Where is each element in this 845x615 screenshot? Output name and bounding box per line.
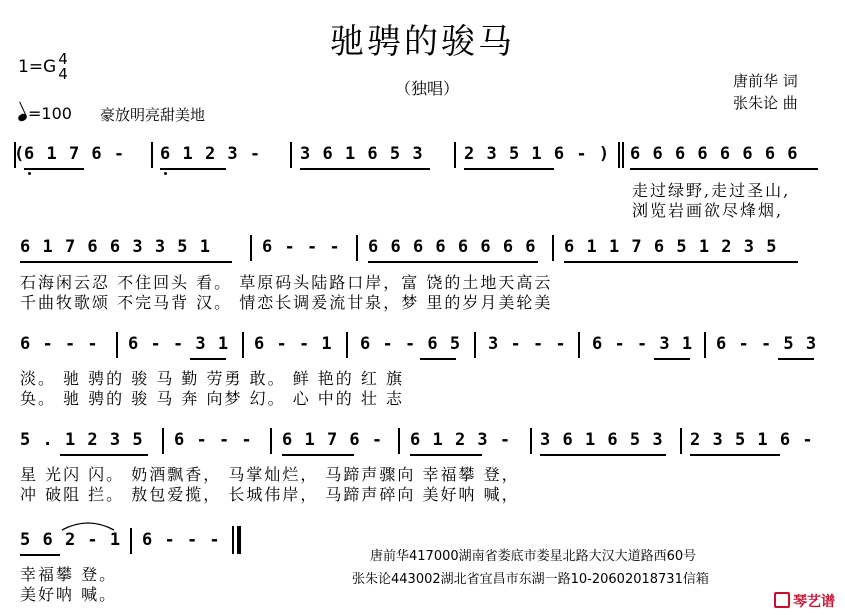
barline [346,332,348,358]
barline [290,142,292,168]
lyric-line-1: 淡。 驰 骋的 骏 马 勤 劳勇 敢。 鲜 艳的 红 旗 [20,369,404,388]
measure-6: 6 1 7 6 6 3 3 5 1 [20,237,211,257]
octave-dot [164,172,167,175]
lyric-line-2: 冲 破阻 拦。 敖包爱揽， 长城伟岸， 马蹄声碎向 美好呐 喊， [20,485,520,504]
beam [368,261,538,263]
time-top: 4 [58,50,68,68]
beam [160,168,226,170]
beam [690,454,780,456]
slur-tie [60,518,116,532]
barline [270,428,272,454]
barline [162,428,164,454]
lyric-line-2: 千曲牧歌颂 不完马背 汉。 情恋长调爰流甘泉，梦 里的岁月美轮美 [20,293,553,312]
barline [130,528,132,554]
octave-dot [28,172,31,175]
final-barline-thin [232,526,234,554]
lyric-line-1: 走过绿野,走过圣山, [632,181,791,200]
barline [622,142,624,168]
beam [564,261,798,263]
composer-address: 张朱论443002湖北省宜昌市东湖一路10-20602018731信箱 [352,572,709,587]
measure-8: 6 6 6 6 6 6 6 6 [368,237,537,257]
key-label: 1=G [18,57,57,77]
measure-22: 2 3 5 1 6 - [690,430,814,450]
measure-2: 6 1 2 3 - [160,144,262,164]
measure-14: 3 - - - [488,334,567,354]
beam [464,168,554,170]
measure-18: 6 - - - [174,430,253,450]
song-title: 驰骋的骏马 [330,22,515,62]
lyric-line-2: 奂。 驰 骋的 骏 马 奔 向梦 幻。 心 中的 壮 志 [20,389,404,408]
beam [190,358,226,360]
key-signature [18,52,68,82]
beam [20,554,60,556]
measure-10: 6 - - - [20,334,99,354]
beam [20,261,232,263]
watermark-text: 琴艺谱 [793,594,835,610]
beam [24,168,84,170]
measure-19: 6 1 7 6 - [282,430,384,450]
measure-13: 6 - - 6 5 [360,334,462,354]
lyricist-address: 唐前华417000湖南省娄底市娄星北路大汉大道路西60号 [370,549,697,564]
beam [654,358,690,360]
lyric-line-2: 美好呐 喊。 [20,585,118,604]
barline [356,235,358,261]
barline [704,332,706,358]
barline [680,428,682,454]
time-bottom: 4 [58,65,68,83]
measure-24: 6 - - - [142,530,221,550]
measure-3: 3 6 1 6 5 3 [300,144,424,164]
lyric-line-1: 星 光闪 闪。 奶酒飘香， 马掌灿烂， 马蹄声骤向 幸福攀 登， [20,465,520,484]
barline [530,428,532,454]
beam [540,454,666,456]
song-subtitle: （独唱） [395,79,460,98]
beam [778,358,814,360]
measure-23: 5 6 2 - 1 [20,530,122,550]
barline [151,142,153,168]
beam [420,358,456,360]
barline [398,428,400,454]
final-barline-thick [237,526,241,554]
quarter-note-icon [17,112,28,122]
beam [300,168,430,170]
measure-9: 6 1 1 7 6 5 1 2 3 5 [564,237,778,257]
lyric-line-1: 石海闲云忍 不住回头 看。 草原码头陆路口岸，富 饶的土地天高云 [20,273,553,292]
measure-17: 5 . 1 2 3 5 [20,430,144,450]
qin-logo-icon [774,592,790,608]
lyric-line-2: 浏览岩画欲尽烽烟, [632,201,784,220]
composer-credit: 张朱论 曲 [733,94,798,112]
measure-11: 6 - - 3 1 [128,334,230,354]
watermark [774,591,835,611]
tempo-value: =100 [28,104,72,123]
lyricist-credit: 唐前华 词 [733,72,798,90]
barline [242,332,244,358]
measure-5: 6 6 6 6 6 6 6 6 [630,144,799,164]
beam [282,454,354,456]
barline [552,235,554,261]
measure-1: 6 1 7 6 - [24,144,126,164]
barline [618,142,620,168]
tempo-marking [18,104,72,123]
measure-16: 6 - - 5 3 [716,334,818,354]
expression-marking: 豪放明亮甜美地 [100,106,206,124]
measure-4: 2 3 5 1 6 - ) [464,144,611,164]
barline [250,235,252,261]
beam [630,168,818,170]
measure-7: 6 - - - [262,237,341,257]
time-signature [58,52,68,82]
lyric-line-1: 幸福攀 登。 [20,565,118,584]
barline [474,332,476,358]
barline [578,332,580,358]
barline [454,142,456,168]
measure-12: 6 - - 1 [254,334,333,354]
measure-15: 6 - - 3 1 [592,334,694,354]
beam [410,454,482,456]
measure-21: 3 6 1 6 5 3 [540,430,664,450]
beam [60,454,148,456]
intro-paren: ( [14,144,26,164]
barline [116,332,118,358]
measure-20: 6 1 2 3 - [410,430,512,450]
